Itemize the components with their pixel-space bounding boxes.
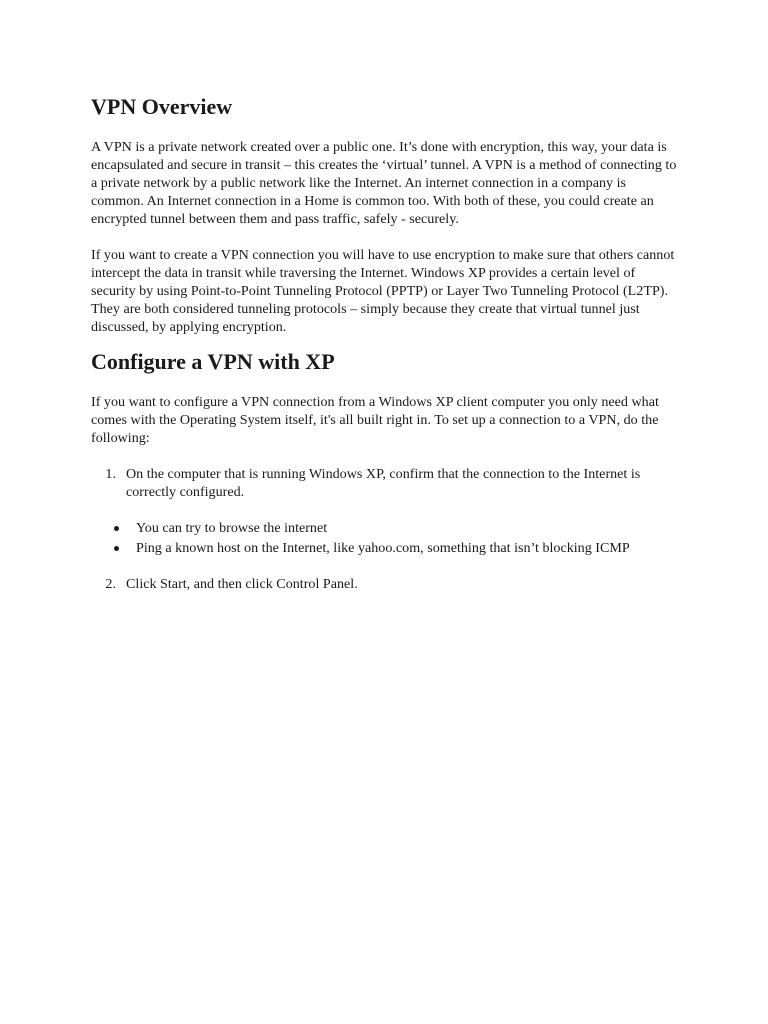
step-number: 2. [105, 576, 116, 592]
bullet-icon [91, 519, 136, 537]
step-text: Click Start, and then click Control Panel. [126, 576, 358, 592]
bullet-icon [91, 539, 136, 557]
bullet-text: Ping a known host on the Internet, like yahoo.com, something that isn’t blocking ICMP [136, 540, 630, 556]
document-page [91, 90, 681, 593]
heading-vpn-overview: VPN Overview [91, 94, 233, 119]
numbered-step-1 [91, 465, 681, 501]
numbered-step-2 [91, 575, 681, 593]
paragraph-configure-intro: If you want to configure a VPN connection from a Windows XP client computer you only need what comes with the Operating System itself, it's all built right in. To set up a connection to a VPN, do the following: [91, 394, 659, 446]
bullet-item-browse [91, 519, 681, 537]
paragraph-vpn-encryption: If you want to create a VPN connection you will have to use encryption to make sure that others cannot intercept the data in transit while traversing the Internet. Windows XP provides a certain level of security by using Point-to-Point Tunneling Protocol (PPTP) or Layer Two Tunneling Protocol (L2TP). They are both considered tunneling protocols – simply because they create that virtual tunnel just discussed, by applying encryption. [91, 247, 675, 335]
bullet-text: You can try to browse the internet [136, 520, 328, 536]
heading-configure-vpn: Configure a VPN with XP [91, 349, 335, 374]
step-number: 1. [105, 466, 116, 482]
step-text: On the computer that is running Windows XP, confirm that the connection to the Internet is correctly configured. [126, 466, 641, 500]
bullet-item-ping [91, 539, 681, 557]
paragraph-vpn-definition: A VPN is a private network created over a public one. It’s done with encryption, this way, your data is encapsulated and secure in transit – this creates the ‘virtual’ tunnel. A VPN is a method of connecting to a private network by a public network like the Internet. An internet connection in a company is common. An Internet connection in a Home is common too. With both of these, you could create an encrypted tunnel between them and pass traffic, safely - securely. [91, 139, 677, 227]
